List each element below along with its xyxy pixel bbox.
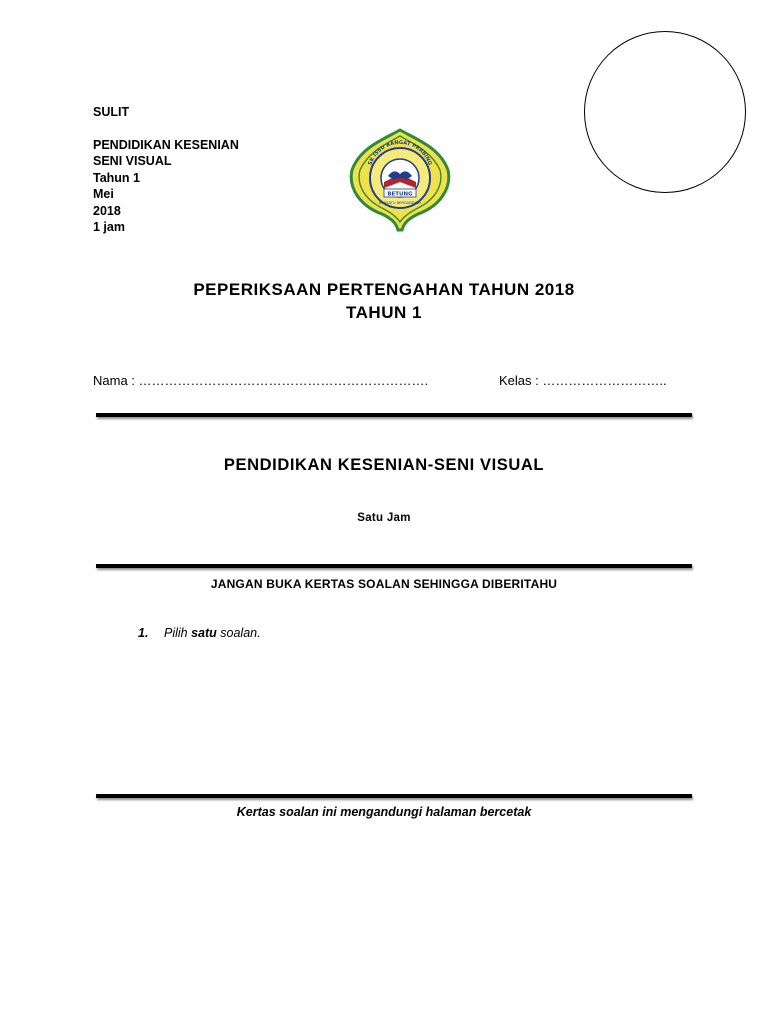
- header-line-year-level: Tahun 1: [93, 170, 140, 185]
- instruction-text-after: soalan.: [216, 626, 261, 640]
- divider-top: [96, 413, 692, 417]
- header-block: [93, 104, 239, 236]
- header-line-year: 2018: [93, 203, 121, 218]
- logo-motto: BERSATU BERGANDING: [378, 201, 422, 205]
- instruction-text-before: Pilih: [164, 626, 192, 640]
- logo-ring-text: SK ISSU BANGAT PRABING: [367, 139, 433, 167]
- class-field-label: Kelas : ………………………..: [499, 373, 667, 388]
- header-line-duration: 1 jam: [93, 220, 125, 234]
- header-line-subject: PENDIDIKAN KESENIAN: [93, 137, 239, 152]
- exam-level: TAHUN 1: [346, 303, 422, 322]
- header-line-month: Mei: [93, 187, 114, 201]
- warning-text: JANGAN BUKA KERTAS SOALAN SEHINGGA DIBERITAHU: [210, 577, 558, 591]
- instruction-emphasis: satu: [191, 626, 217, 640]
- exam-duration: Satu Jam: [357, 512, 411, 524]
- name-field-label: Nama : ………………………………………………………….: [93, 373, 429, 388]
- instruction-item: [138, 626, 261, 640]
- instruction-number: 1.: [138, 626, 149, 640]
- header-line-sulit: SULIT: [93, 105, 130, 119]
- header-line-component: SENI VISUAL: [93, 154, 172, 168]
- logo-banner-text: BETUNG: [387, 191, 413, 198]
- marks-circle: [584, 31, 746, 193]
- exam-title: PEPERIKSAAN PERTENGAHAN TAHUN 2018: [193, 280, 575, 299]
- school-logo: [348, 126, 452, 232]
- page-count-note: Kertas soalan ini mengandungi halaman bercetak: [236, 805, 532, 819]
- divider-bottom: [96, 794, 692, 798]
- subject-title: PENDIDIKAN KESENIAN-SENI VISUAL: [223, 456, 545, 474]
- divider-middle: [96, 564, 692, 568]
